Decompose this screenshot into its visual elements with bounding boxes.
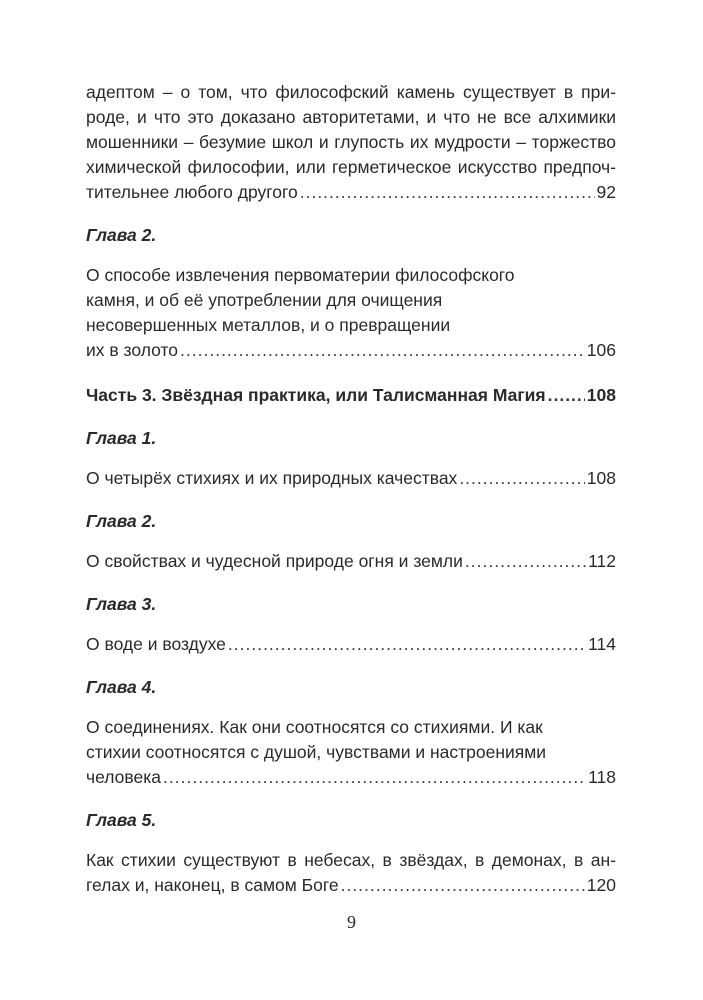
entry-last-line [86,549,616,574]
toc-entry [86,632,616,657]
entry-text-line: тительнее любого другого [86,182,298,202]
chapter-heading: Глава 3. [86,594,157,614]
dot-leader [300,180,595,205]
chapter-heading: Глава 2. [86,225,157,245]
page-reference: 118 [588,767,616,787]
entry-last-line [86,873,616,898]
toc-entry [86,466,616,491]
entry-last-line [86,338,616,363]
page-reference: 120 [586,875,616,895]
entry-text-line: мошенники – безумие школ и глупость их мудрости – торжество [86,132,616,152]
table-of-contents [86,80,616,898]
chapter-heading: Глава 5. [86,810,157,830]
entry-text-line: О способе извлечения первоматерии философского [86,265,515,285]
chapter-heading: Глава 4. [86,677,157,697]
dot-leader [180,338,585,363]
dot-leader [163,765,586,790]
entry-text-line: О свойствах и чудесной природе огня и земли [86,551,463,571]
entry-text-line: химической философии, или герметическое искусство предпоч- [86,157,616,177]
page-reference: 106 [586,340,616,360]
entry-text-line: О воде и воздухе [86,634,226,654]
dot-leader [341,873,585,898]
toc-entry [86,715,616,790]
entry-last-line [86,466,616,491]
dot-leader [459,466,584,491]
entry-text-line: адептом – о том, что философский камень существует в при- [86,82,616,102]
entry-text-line: гелах и, наконец, в самом Боге [86,875,339,895]
toc-entry [86,549,616,574]
dot-leader [548,383,585,408]
dot-leader [228,632,586,657]
entry-text-line: О четырёх стихиях и их природных качествах [86,468,458,488]
toc-entry [86,263,616,363]
part-heading [86,383,616,408]
chapter-heading: Глава 2. [86,511,157,531]
entry-text-line: стихии соотносятся с душой, чувствами и настроениями [86,742,547,762]
dot-leader [465,549,586,574]
page-reference: 92 [596,182,616,202]
entry-last-line [86,180,616,205]
entry-text-line: их в золото [86,340,179,360]
page-reference: 108 [586,468,616,488]
page-reference: 108 [586,385,616,405]
entry-text-line: камня, и об её употреблении для очищения [86,290,443,310]
toc-entry [86,848,616,898]
chapter-heading: Глава 1. [86,428,157,448]
entry-text-line: несовершенных металлов, и о превращении [86,315,451,335]
entry-text-line: роде, и что это доказано авторитетами, и что не все алхимики [86,107,616,127]
entry-text-line: О соединениях. Как они соотносятся со стихиями. И как [86,717,543,737]
page-number: 9 [347,912,356,932]
page-reference: 112 [588,551,616,571]
entry-text-line: человека [86,767,162,787]
toc-entry [86,80,616,205]
entry-text-line: Как стихии существуют в небесах, в звёздах, в демонах, в ан- [86,850,616,870]
page-reference: 114 [588,634,616,654]
part-title: Часть 3. Звёздная практика, или Талисманная Магия [86,385,546,405]
entry-last-line [86,632,616,657]
entry-last-line [86,765,616,790]
